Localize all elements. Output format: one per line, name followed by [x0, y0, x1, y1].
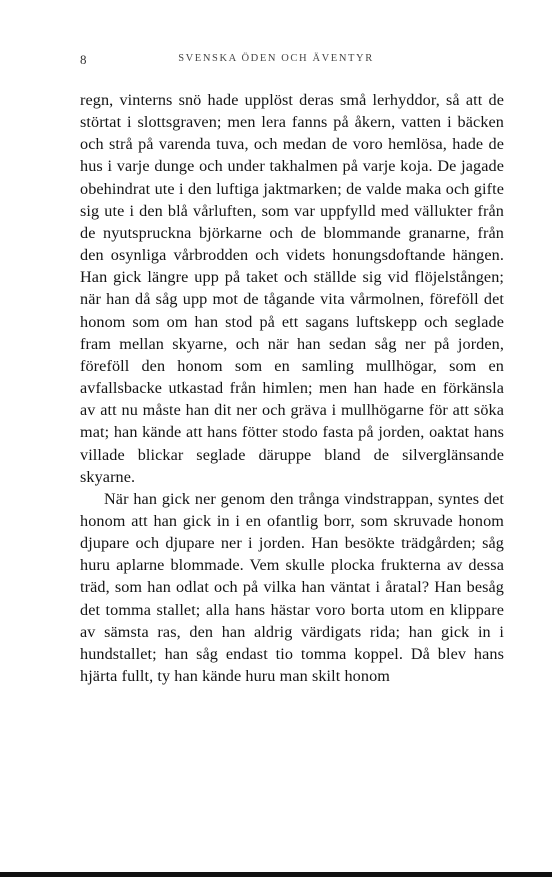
running-head: SVENSKA ÖDEN OCH ÄVENTYR [178, 53, 374, 64]
page-bottom-edge [0, 872, 552, 877]
page-number: 8 [80, 52, 87, 67]
body-text [80, 89, 504, 687]
paragraph: regn, vinterns snö hade upplöst deras små lerhyddor, så att de störtat i slottsgraven; men lera fanns på åkern, vatten i bäcken och strå på varenda tuva, och medan de voro hemlösa, hade de hus i varje dunge och under takhalmen på varje koja. De jagade obehindrat ute i den luftiga jaktmarken; de valde maka och gifte sig ute i den blå vårluften, som var uppfylld med vällukter från de nyutspruckna björkarne och de blommande granarne, från den osynliga vårbrodden och videts honungsdoftande hängen. Han gick längre upp på taket och ställde sig vid flöjelstången; när han då såg upp mot de tågande vita vårmolnen, föreföll det honom som om han stod på ett sagans luftskepp och seglade fram mellan skyarne, och när han sedan såg ner på jorden, föreföll den honom som en samling mullhögar, som en avfallsbacke utkastad från himlen; men han hade en förkänsla av att nu måste han dit ner och gräva i mullhögarne för att söka mat; han kände att hans fötter stodo fasta på jorden, oaktat hans villade blickar seglade däruppe bland de silverglänsande skyarne. [80, 91, 504, 486]
page-header [80, 52, 512, 72]
paragraph: När han gick ner genom den trånga vindstrappan, syntes det honom att han gick in i en ofantlig borr, som skruvade honom djupare och djupare ner i jorden. Han besökte trädgården; såg huru aplarne blommade. Vem skulle plocka frukterna av dessa träd, som han odlat och på vilka han väntat i åratal? Han besåg det tomma stallet; alla hans hästar voro borta utom en klippare av sämsta ras, den han aldrig värdigats rida; han gick in i hundstallet; han såg endast tio tomma koppel. Då blev hans hjärta fullt, ty han kände huru man skilt honom [80, 489, 504, 686]
